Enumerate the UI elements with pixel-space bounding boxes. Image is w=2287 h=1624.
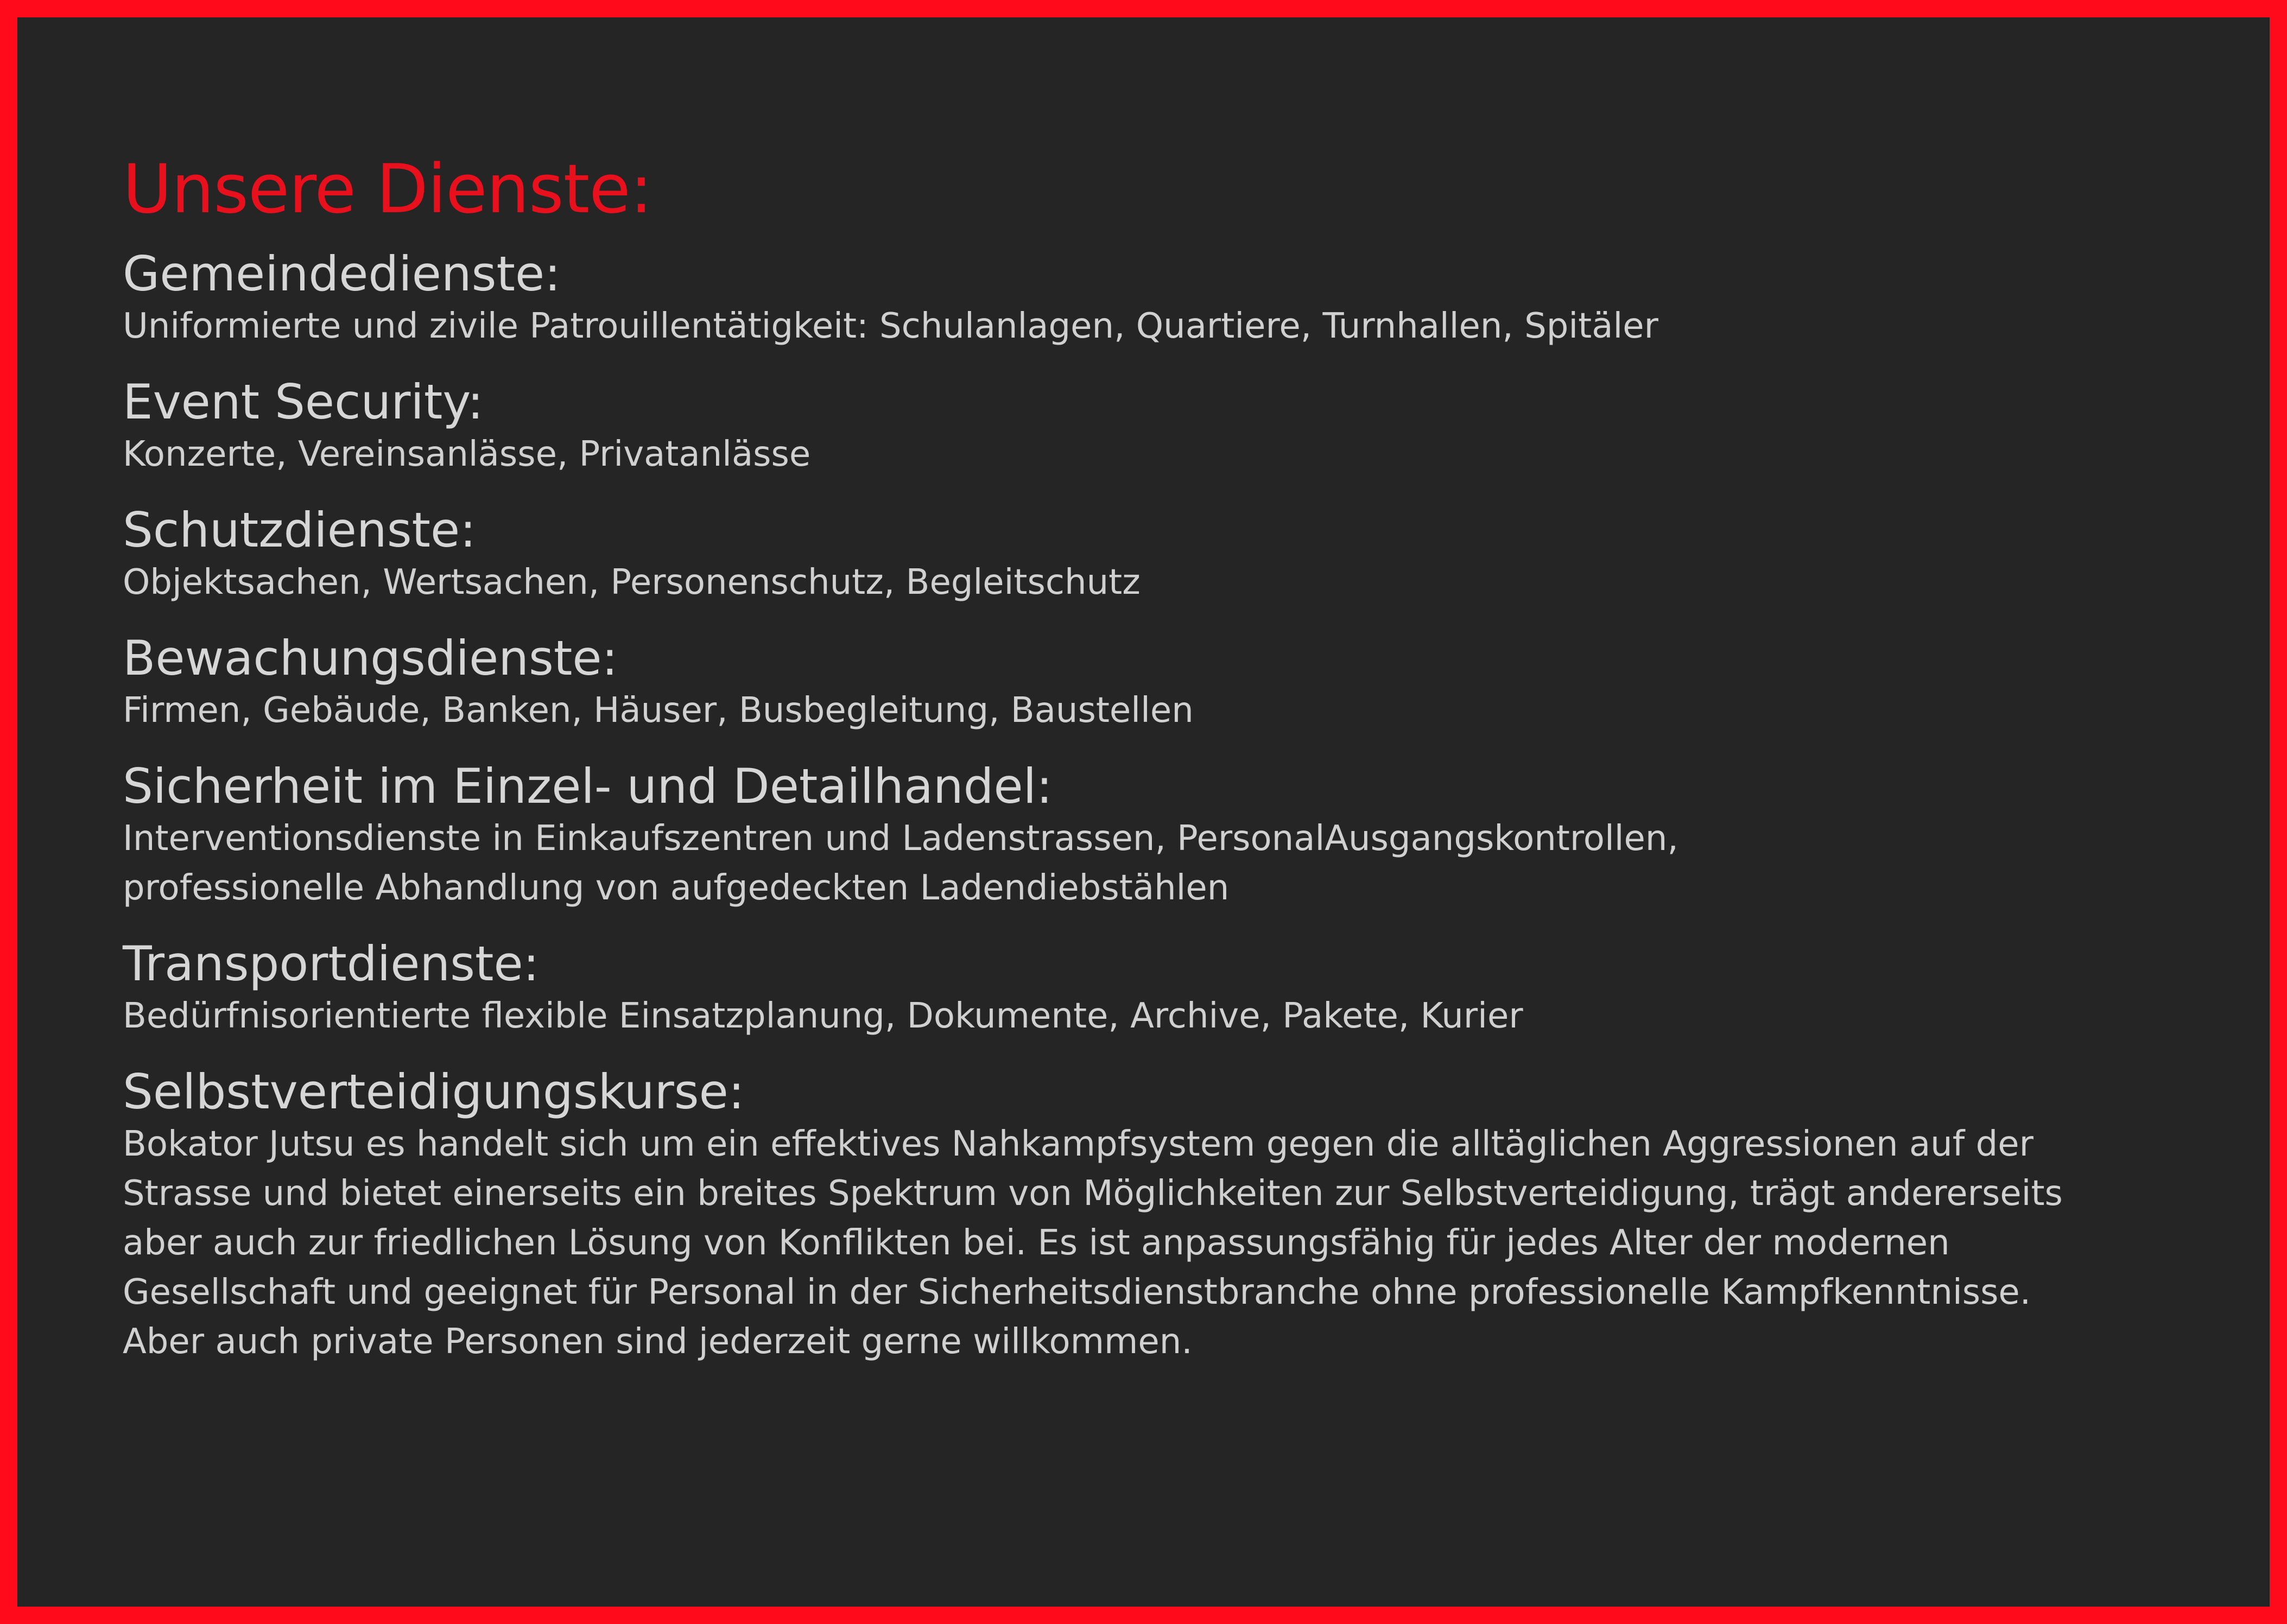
section-heading: Bewachungsdienste: xyxy=(123,630,618,686)
services-content xyxy=(123,152,2218,1392)
section-event-security xyxy=(123,373,2218,479)
section-heading: Gemeindedienste: xyxy=(123,245,561,302)
section-bewachungsdienste xyxy=(123,632,2218,735)
section-heading: Transportdienste: xyxy=(123,936,540,992)
section-description: Konzerte, Vereinsanlässe, Privatanlässe xyxy=(123,434,811,474)
page-title: Unsere Dienste: xyxy=(123,150,652,229)
section-description: Bedürfnisorientierte flexible Einsatzplanung, Dokumente, Archive, Pakete, Kurier xyxy=(123,996,1523,1037)
section-gemeindedienste xyxy=(123,245,2218,351)
section-heading: Selbstverteidigungskurse: xyxy=(123,1064,745,1120)
section-description: Interventionsdienste in Einkaufszentren und Ladenstrassen, PersonalAusgangskontrollen, professionelle Abhandlung von aufgedeckten Ladendiebstählen xyxy=(123,819,1678,909)
section-schutzdienste xyxy=(123,504,2218,607)
section-description: Objektsachen, Wertsachen, Personenschutz, Begleitschutz xyxy=(123,562,1141,602)
section-selbstverteidigungskurse xyxy=(123,1066,2218,1367)
section-description: Uniformierte und zivile Patrouillentätigkeit: Schulanlagen, Quartiere, Turnhallen, Spitäler xyxy=(123,306,1658,346)
section-heading: Event Security: xyxy=(123,373,484,430)
section-transportdienste xyxy=(123,938,2218,1041)
section-einzel-detailhandel xyxy=(123,760,2218,913)
section-description: Bokator Jutsu es handelt sich um ein effektives Nahkampfsystem gegen die alltäglichen Aggressionen auf der Strasse und bietet einerseits ein breites Spektrum von Möglichkeiten zur Selbstverteidigung, trägt andererseits aber auch zur friedlichen Lösung von Konflikten bei. Es ist anpassungsfähig für jedes Alter der modernen Gesellschaft und geeignet für Personal in der Sicherheitsdienstbranche ohne professionelle Kampfkenntnisse. Aber auch private Personen sind jederzeit gerne willkommen. xyxy=(123,1124,2063,1362)
section-description: Firmen, Gebäude, Banken, Häuser, Busbegleitung, Baustellen xyxy=(123,690,1194,731)
section-heading: Schutzdienste: xyxy=(123,502,476,558)
section-heading: Sicherheit im Einzel- und Detailhandel: xyxy=(123,758,1053,814)
